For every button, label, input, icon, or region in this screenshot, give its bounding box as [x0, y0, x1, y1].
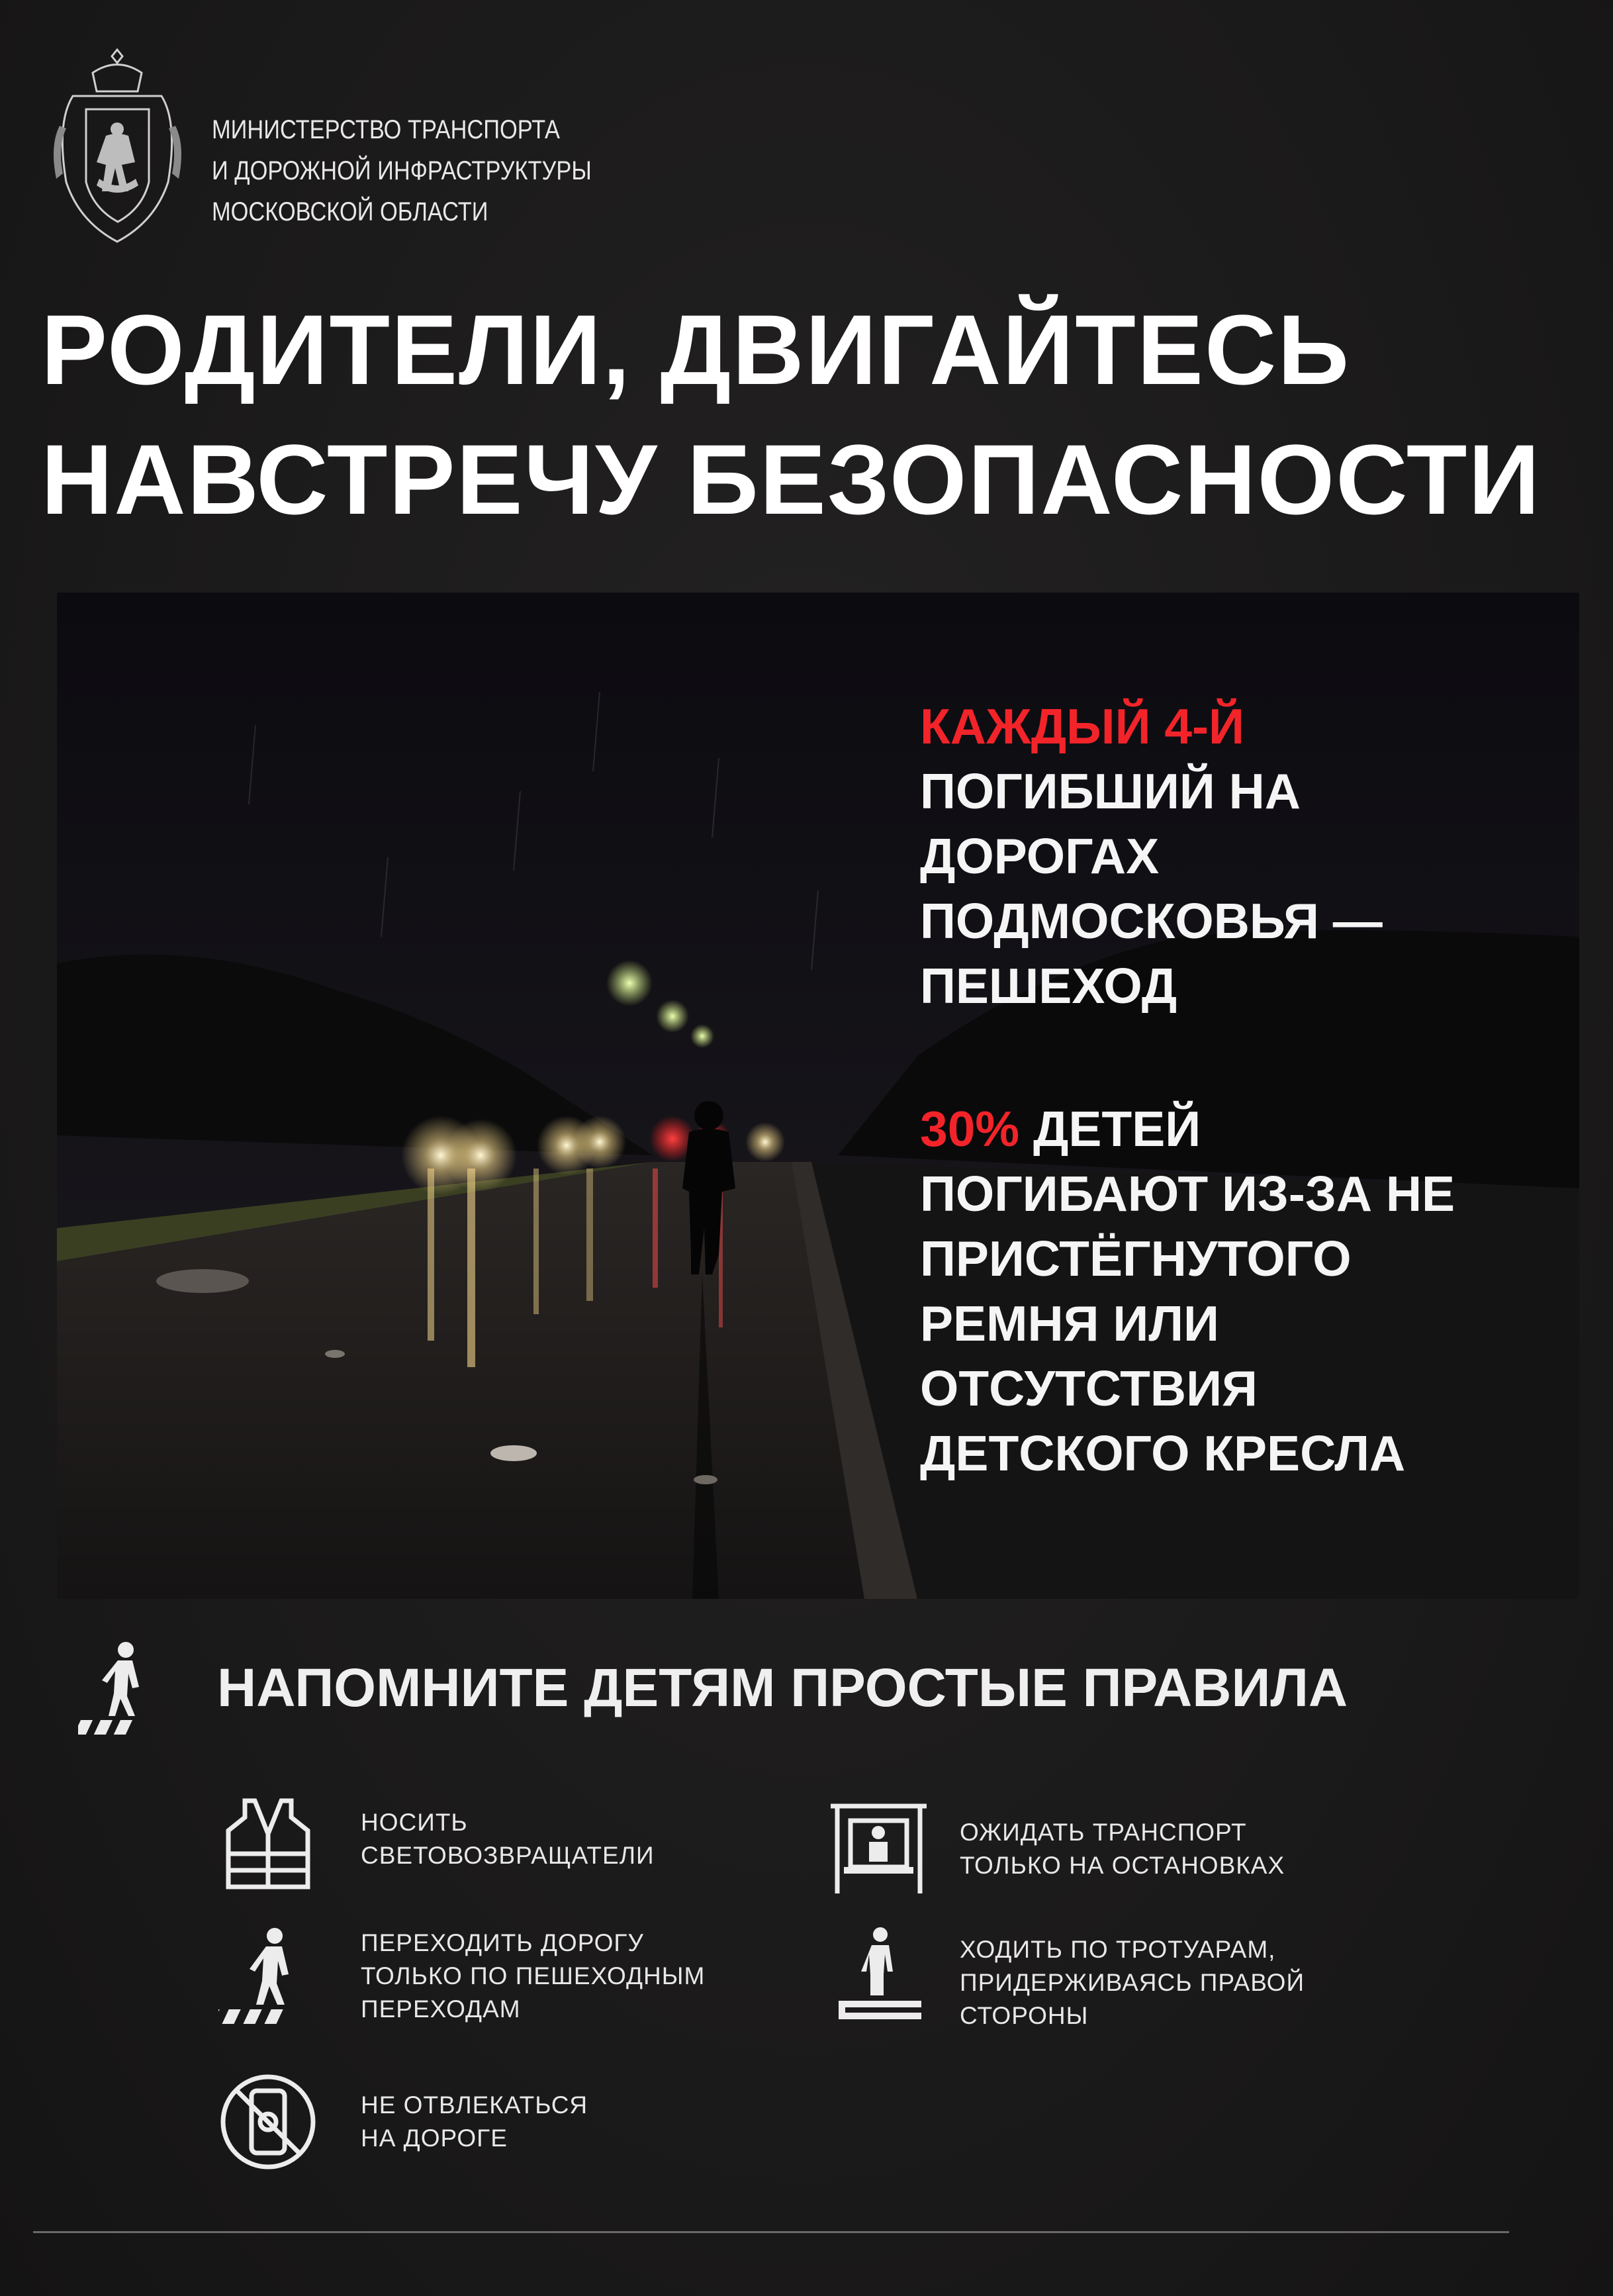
fact2-first-line	[920, 1096, 1455, 1161]
ministry-line-2: И ДОРОЖНОЙ ИНФРАСТРУКТУРЫ	[212, 156, 592, 185]
fact2-first-rest: ДЕТЕЙ	[1019, 1101, 1201, 1157]
rule-text-line: СТОРОНЫ	[960, 2002, 1089, 2029]
rule-text-line: ТОЛЬКО ПО ПЕШЕХОДНЫМ	[361, 1962, 706, 1989]
rule-text-line: НОСИТЬ	[361, 1809, 468, 1836]
headline-line-1: РОДИТЕЛИ, ДВИГАЙТЕСЬ	[41, 294, 1351, 405]
rule-text-line: ПЕРЕХОДАМ	[361, 1995, 521, 2023]
headline	[41, 285, 1541, 544]
rule-text-line: НЕ ОТВЛЕКАТЬСЯ	[361, 2091, 588, 2119]
rule-text-line: ТОЛЬКО НА ОСТАНОВКАХ	[960, 1852, 1285, 1879]
rule-text-line: СВЕТОВОЗВРАЩАТЕЛИ	[361, 1842, 655, 1869]
facts-block	[920, 694, 1455, 1486]
rule-text-line: НА ДОРОГЕ	[361, 2125, 508, 2152]
headline-line-2: НАВСТРЕЧУ БЕЗОПАСНОСТИ	[41, 424, 1542, 535]
ministry-line-1: МИНИСТЕРСТВО ТРАНСПОРТА	[212, 115, 560, 144]
reflective-vest-icon	[218, 1794, 318, 1893]
ministry-name	[212, 109, 653, 232]
rules-title: НАПОМНИТЕ ДЕТЯМ ПРОСТЫЕ ПРАВИЛА	[217, 1658, 1348, 1718]
rule-text-line: ПРИДЕРЖИВАЯСЬ ПРАВОЙ	[960, 1969, 1305, 1996]
fact1-line: ДОРОГАХ	[920, 828, 1160, 884]
no-phone-icon	[218, 2072, 318, 2172]
pedestrian-crossing-icon	[218, 1927, 318, 2026]
ministry-line-3: МОСКОВСКОЙ ОБЛАСТИ	[212, 197, 488, 226]
fact1-line: ПОГИБШИЙ НА	[920, 763, 1301, 819]
pedestrian-crossing-icon	[78, 1641, 158, 1737]
rule-text-line: ОЖИДАТЬ ТРАНСПОРТ	[960, 1819, 1247, 1846]
bottom-divider	[33, 2231, 1509, 2233]
fact2-highlight: 30%	[920, 1101, 1020, 1157]
rule-text-line: ПЕРЕХОДИТЬ ДОРОГУ	[361, 1929, 644, 1956]
fact1-line: ПЕШЕХОД	[920, 958, 1177, 1014]
fact1-line: ПОДМОСКОВЬЯ —	[920, 893, 1383, 949]
coat-of-arms-icon	[46, 46, 189, 245]
bus-stop-icon	[831, 1801, 930, 1900]
fact2-line: ОТСУТСТВИЯ	[920, 1361, 1258, 1416]
sidewalk-walker-icon	[831, 1927, 930, 2026]
fact1-highlight: КАЖДЫЙ 4-Й	[920, 698, 1244, 754]
fact2-line: ПОГИБАЮТ ИЗ-ЗА НЕ	[920, 1166, 1455, 1221]
fact2-line: ПРИСТЁГНУТОГО	[920, 1231, 1352, 1286]
rule-text-line: ХОДИТЬ ПО ТРОТУАРАМ,	[960, 1936, 1276, 1963]
fact2-line: ДЕТСКОГО КРЕСЛА	[920, 1425, 1406, 1481]
fact2-line: РЕМНЯ ИЛИ	[920, 1296, 1219, 1351]
